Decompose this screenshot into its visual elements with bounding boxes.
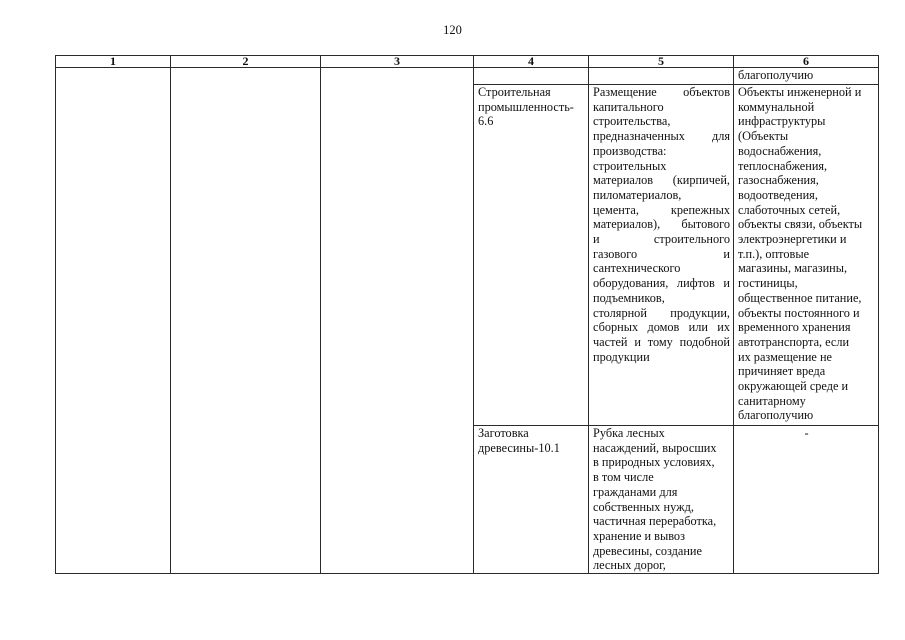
text-line: электроэнергетики и [738, 232, 847, 247]
text-line: предназначенных для [593, 129, 730, 144]
text-line: цемента, крепежных [593, 202, 730, 217]
text-line: промышленность- [478, 99, 574, 114]
text-line: в том числе [593, 470, 654, 485]
text-line: гражданами для [593, 484, 678, 499]
text-line: (Объекты [738, 129, 789, 144]
header-cell-2: 2 [171, 56, 321, 68]
document-table [55, 55, 879, 574]
cell-col1 [56, 68, 171, 574]
text-line: древесины-10.1 [478, 440, 560, 455]
text-line: Размещение объектов [593, 85, 730, 99]
text-line: автотранспорта, если [738, 334, 850, 349]
text-line: капитального [593, 99, 664, 114]
text-line: древесины, создание [593, 543, 702, 558]
cell-col5 [589, 85, 734, 426]
text-line: частей и тому подобной [593, 334, 730, 349]
text-line: - [804, 426, 809, 440]
cell-col5 [589, 426, 734, 574]
table-header-row [56, 56, 879, 68]
text-line: газоснабжения, [738, 173, 819, 188]
text-line: материалов (кирпичей, [593, 173, 730, 188]
table-row [56, 68, 879, 85]
text-line: подъемников, [593, 290, 665, 305]
text-line: водоснабжения, [738, 143, 822, 158]
cell-col4 [474, 426, 589, 574]
text-line: благополучию [738, 408, 814, 423]
text-line: коммунальной [738, 99, 815, 114]
text-line: собственных нужд, [593, 499, 694, 514]
text-line: причиняет вреда [738, 364, 826, 379]
text-line: санитарному [738, 393, 806, 408]
text-line: Объекты инженерной и [738, 85, 862, 99]
text-line: их размещение не [738, 349, 832, 364]
text-line: сборных домов или их [593, 320, 730, 335]
text-line: общественное питание, [738, 290, 862, 305]
cell-col2 [171, 68, 321, 574]
text-line: строительства, [593, 114, 671, 129]
text-line: Рубка лесных [593, 426, 665, 440]
cell-col5 [589, 68, 734, 85]
text-line: частичная переработка, [593, 514, 717, 529]
text-line: объекты связи, объекты [738, 217, 863, 232]
header-cell-6: 6 [734, 56, 879, 68]
text-line: хранение и вывоз [593, 528, 685, 543]
header-cell-4: 4 [474, 56, 589, 68]
text-line: инфраструктуры [738, 114, 826, 129]
header-cell-1: 1 [56, 56, 171, 68]
text-line: временного хранения [738, 320, 851, 335]
text-line: сантехнического [593, 261, 681, 276]
text-line: магазины, магазины, [738, 261, 848, 276]
cell-col4 [474, 68, 589, 85]
text-line: производства: [593, 143, 667, 158]
cell-col3 [321, 68, 474, 574]
cell-col6 [734, 426, 879, 574]
text-line: благополучию [738, 68, 814, 82]
cell-col6 [734, 68, 879, 85]
text-line: оборудования, лифтов и [593, 276, 730, 291]
text-line: материалов), бытового [593, 217, 730, 232]
text-line: пиломатериалов, [593, 187, 682, 202]
cell-col6 [734, 85, 879, 426]
text-line: насаждений, выросших [593, 440, 717, 455]
text-line: строительных [593, 158, 667, 173]
text-line: т.п.), оптовые [738, 246, 810, 261]
text-line: водоотведения, [738, 187, 818, 202]
text-line: газового и [593, 246, 730, 261]
text-line: продукции [593, 349, 650, 364]
text-line: слаботочных сетей, [738, 202, 841, 217]
cell-col4 [474, 85, 589, 426]
text-line: Заготовка [478, 426, 529, 440]
text-line: и строительного [593, 232, 730, 247]
text-line: окружающей среде и [738, 379, 849, 394]
text-line: в природных условиях, [593, 455, 715, 470]
text-line: столярной продукции, [593, 305, 730, 320]
text-line: лесных дорог, [593, 558, 666, 573]
text-line: объекты постоянного и [738, 305, 860, 320]
text-line: теплоснабжения, [738, 158, 828, 173]
text-line: Строительная [478, 85, 551, 99]
page-number: 120 [443, 23, 462, 37]
header-cell-5: 5 [589, 56, 734, 68]
header-cell-3: 3 [321, 56, 474, 68]
text-line: 6.6 [478, 114, 494, 129]
text-line: гостиницы, [738, 276, 798, 291]
